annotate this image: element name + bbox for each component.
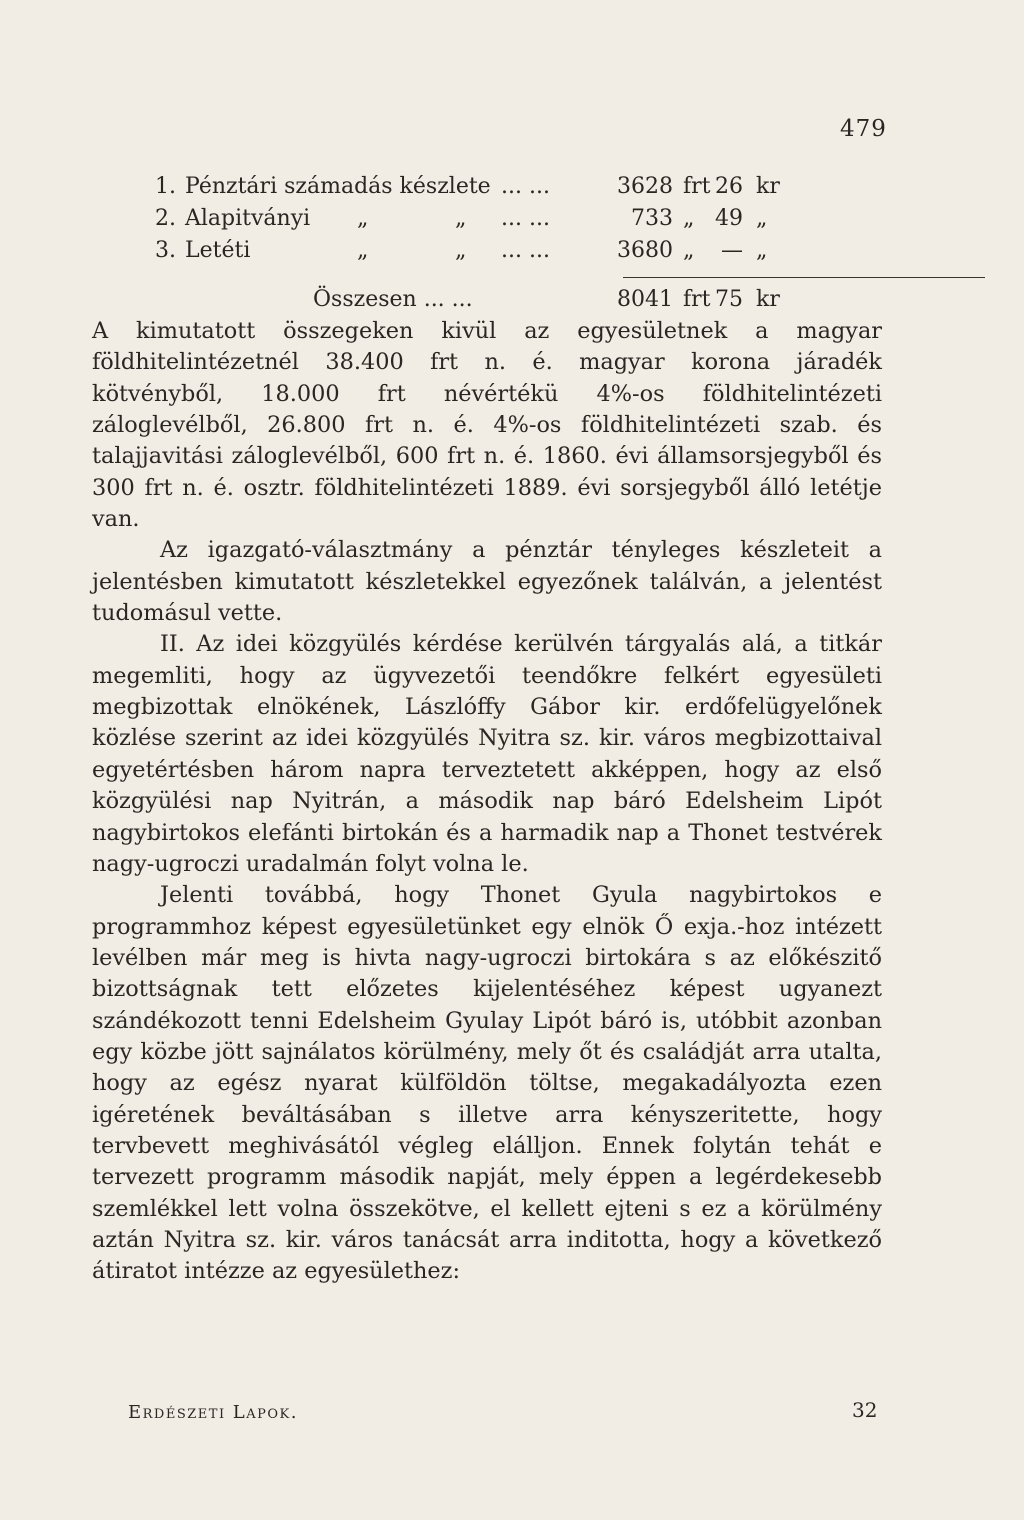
ledger-row [93,206,893,238]
total-amount: 8041 [617,287,673,312]
row-amount: 3628 [617,174,673,199]
row-unit: frt [683,174,711,199]
ditto-mark: „ [455,238,467,263]
row-amount: 3680 [617,238,673,263]
paragraph-assembly: II. Az idei közgyülés kérdése kerülvén tárgyalás alá, a titkár megemliti, hogy az ügyvezetői teendőkre felkért egyesületi megbizottak elnökének, Lászlóffy Gábor kir. erdőfelügyelőnek közlése szerint az idei közgyülés Nyitra sz. kir. város megbizottaival egyetértésben három napra terveztetett akképpen, hogy az első közgyülési nap Nyitrán, a második nap báró Edelsheim Lipót nagybirtokos elefánti birtokán és a harmadik nap a Thonet testvérek nagy-ugroczi uradalmán folyt volna le. [92,631,882,877]
total-kr: 75 [715,287,743,312]
row-leader-dots: ... ... [501,174,550,199]
row-number: 3. [155,238,176,263]
row-number: 1. [155,174,176,199]
row-label: Pénztári számadás készlete [185,174,491,199]
row-leader-dots: ... ... [501,206,550,231]
ledger-total-row [93,287,893,319]
page-number: 479 [840,116,887,142]
row-label: Letéti [185,238,251,263]
total-label: Összesen ... ... [313,287,473,312]
paragraph-report: Jelenti továbbá, hogy Thonet Gyula nagybirtokos e programmhoz képest egyesületünket egy elnök Ő exja.-hoz intézett levélben már meg is hivta nagy-ugroczi birtokára s az előkészitő bizottságnak tett előzetes kijelentéséhez képest ugyanezt szándékozott tenni Edelsheim Gyulay Lipót báró is, utóbbit azonban egy közbe jött sajnálatos körülmény, mely őt és családját arra utalta, hogy az egész nyarat külföldön töltse, megakadályozta ezen igéretének beváltásában s illetve arra kényszeritette, hogy tervbevett meghivásától végleg elálljon. Ennek folytán tehát e tervezett programm második napját, mely éppen a legérdekesebb szemlékkel lett volna összekötve, el kellett ejteni s ez a körülmény aztán Nyitra sz. kir. város tanácsát arra inditotta, hogy a következő átiratot intézze az egyesülethez: [92,882,882,1285]
row-kr-unit: kr [756,174,780,199]
ditto-mark: „ [455,206,467,231]
journal-title: Erdészeti Lapok. [128,1402,298,1423]
row-number: 2. [155,206,176,231]
body-text [92,316,882,1288]
row-kr-unit: „ [756,238,768,263]
row-kr-unit: „ [756,206,768,231]
page-footer [0,1398,1024,1428]
paragraph-deposits: A kimutatott összegeken kivül az egyesületnek a magyar földhitelintézetnél 38.400 frt n. é. magyar korona járadék kötvényből, 18.000 frt névértékü 4%-os földhitelintézeti záloglevélből, 26.800 frt n. é. 4%-os földhitelintézeti szab. és talajjavitási záloglevélből, 600 frt n. é. 1860. évi államsorsjegyből és 300 frt n. é. osztr. földhitelintézeti 1889. évi sorsjegyből álló letétje van. [92,318,882,533]
row-kr: 49 [715,206,743,231]
paragraph-committee: Az igazgató-választmány a pénztár tényleges készleteit a jelentésben kimutatott készletekkel egyezőnek találván, a jelentést tudomásul vette. [92,537,882,627]
row-kr: — [721,238,743,263]
ditto-mark: „ [357,238,369,263]
sum-rule [623,277,985,278]
row-unit: „ [683,238,695,263]
row-unit: „ [683,206,695,231]
ledger-row [93,174,893,206]
cash-ledger [93,174,893,312]
ditto-mark: „ [357,206,369,231]
signature-mark: 32 [852,1398,878,1422]
row-label: Alapitványi [185,206,311,231]
ledger-row [93,238,893,270]
row-leader-dots: ... ... [501,238,550,263]
total-unit: frt [683,287,711,312]
row-kr: 26 [715,174,743,199]
row-amount: 733 [631,206,673,231]
total-kr-unit: kr [756,287,780,312]
